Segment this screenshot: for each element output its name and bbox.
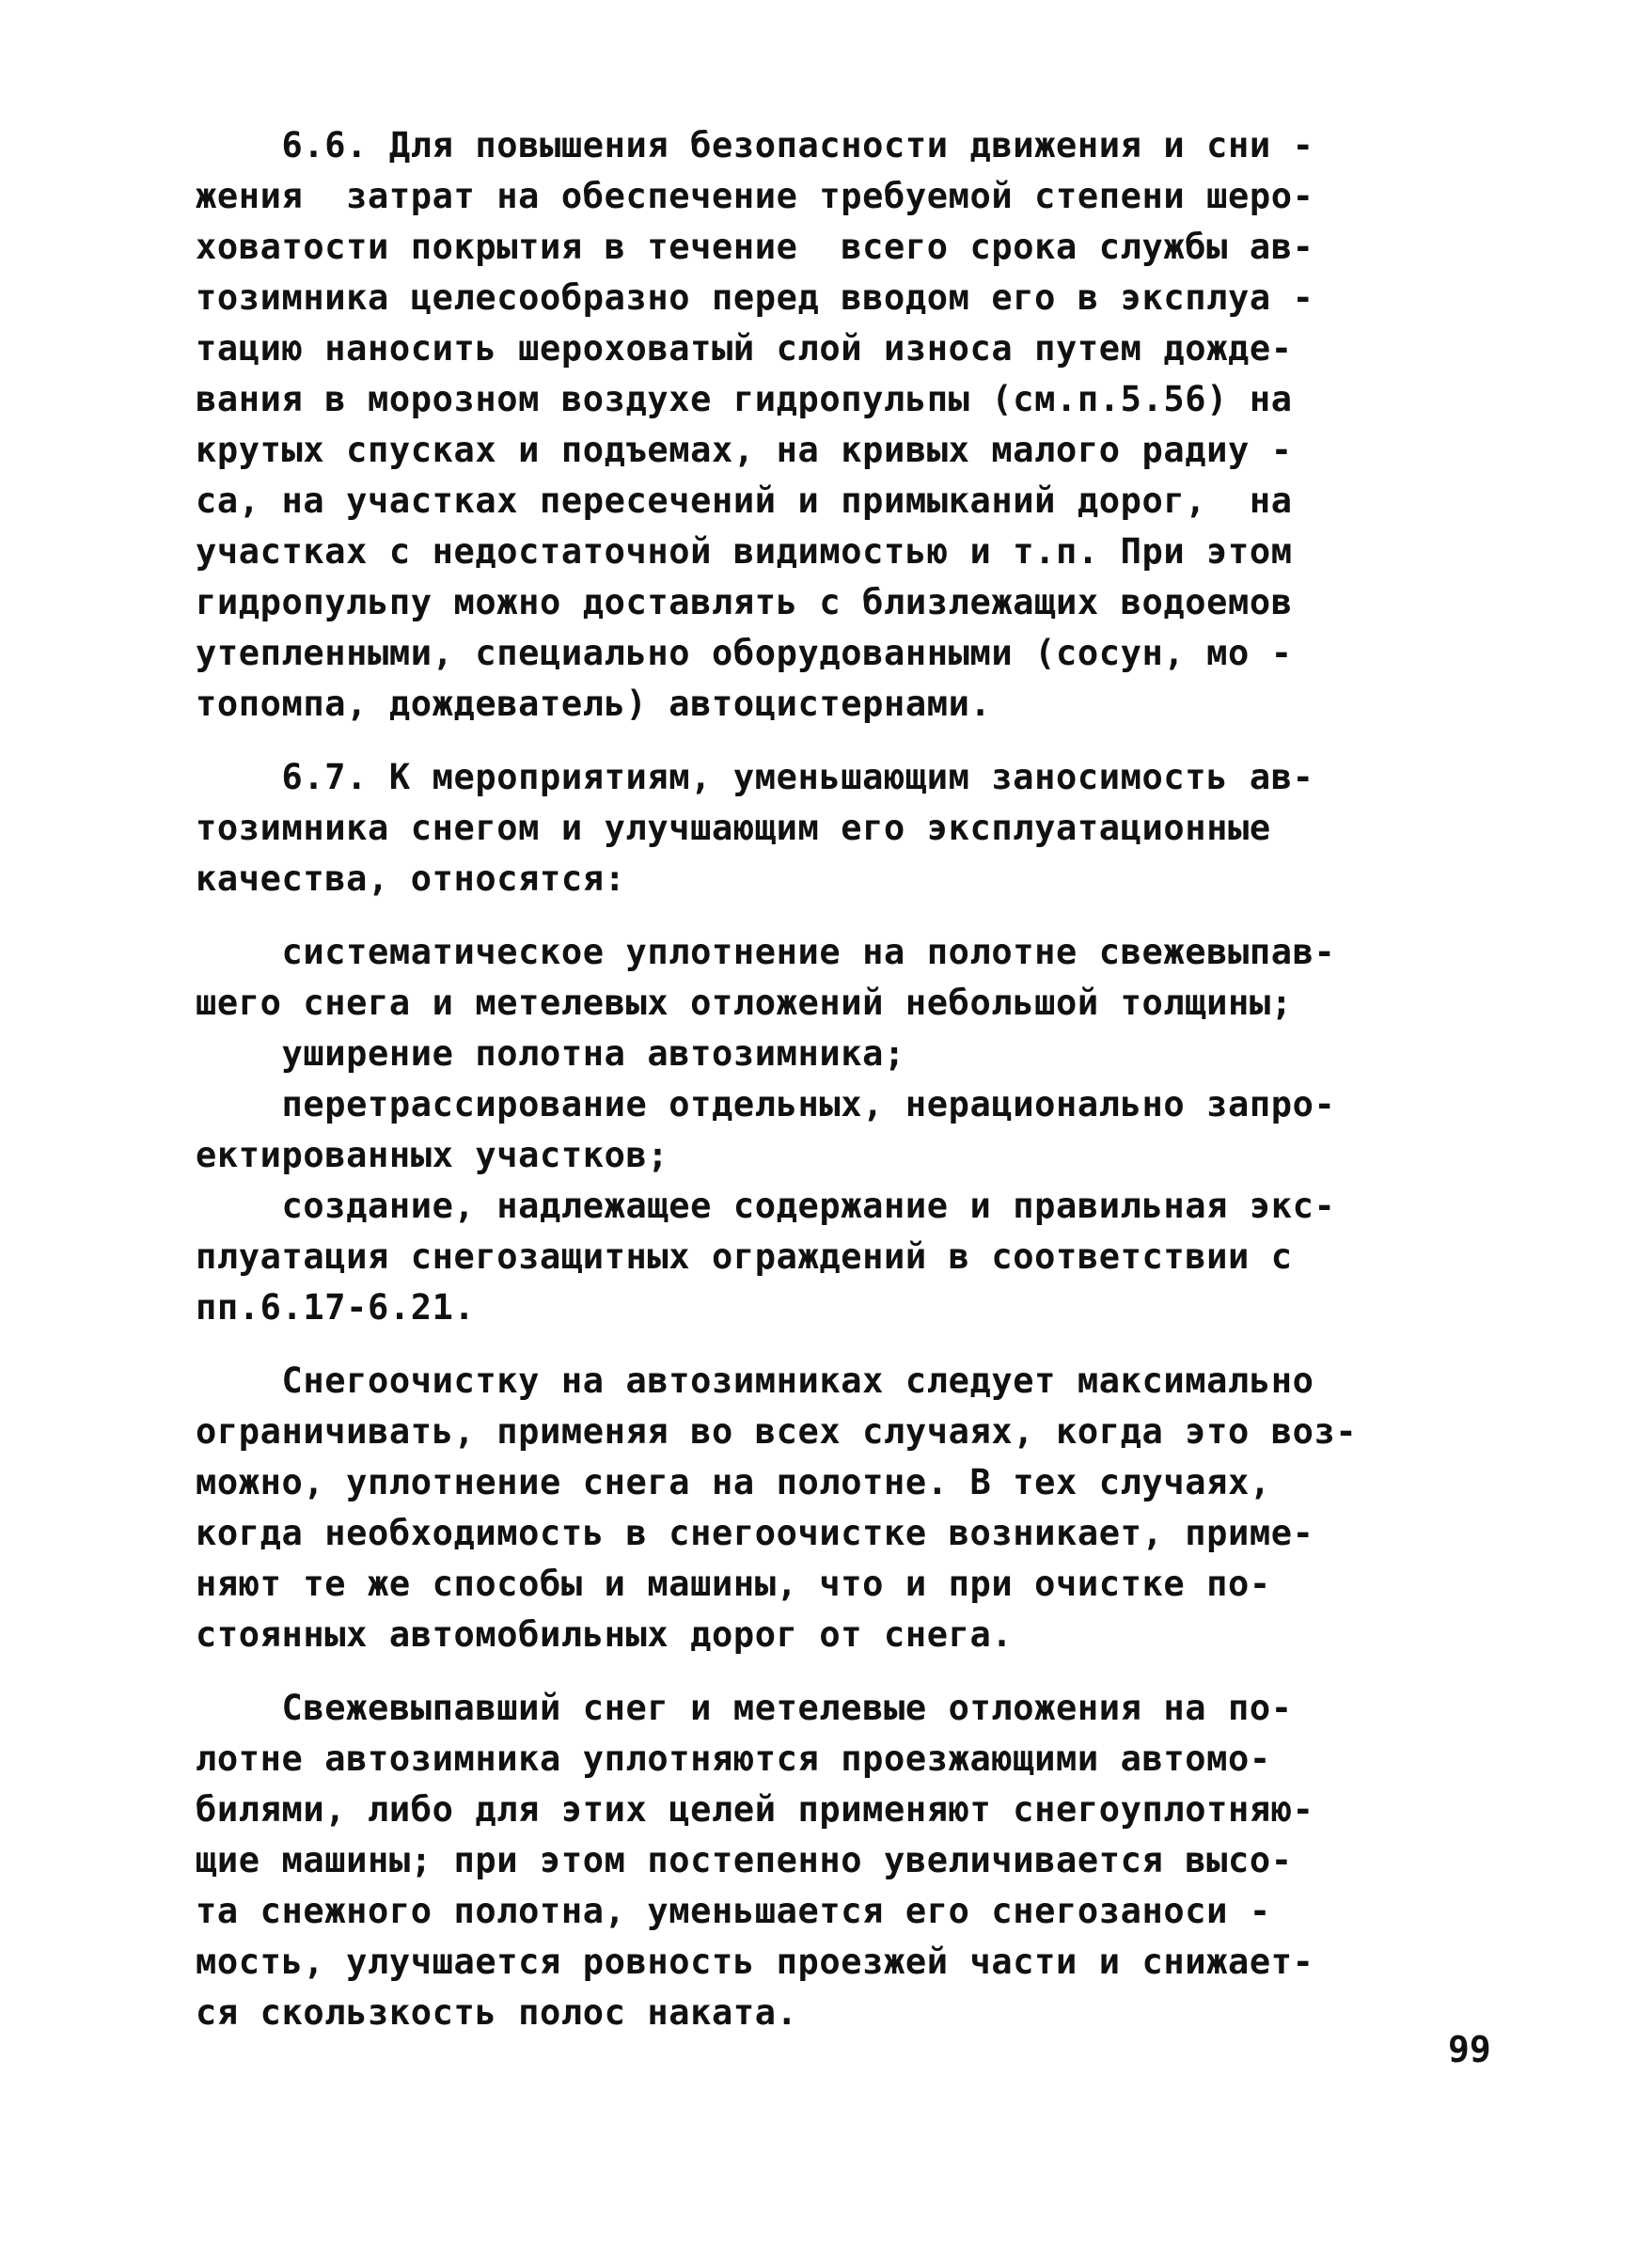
page-number: 99 (1448, 2029, 1491, 2070)
text-line: систематическое уплотнение на полотне свежевыпав- (196, 932, 1336, 972)
text-line: ограничивать, применяя во всех случаях, когда это воз- (196, 1411, 1358, 1452)
text-line: 6.7. К мероприятиям, уменьшающим заносимость ав- (196, 757, 1314, 797)
text-line: Снегоочистку на автозимниках следует максимально (196, 1360, 1314, 1401)
text-line: мость, улучшается ровность проезжей части и снижает- (196, 1942, 1314, 1982)
text-line: участках с недостаточной видимостью и т.п. При этом (196, 531, 1293, 572)
text-line: ектированных участков; (196, 1135, 669, 1175)
paragraph-gap (196, 1660, 1512, 1683)
text-line: утепленными, специально оборудованными (сосун, мо - (196, 633, 1293, 673)
text-line: няют те же способы и машины, что и при очистке по- (196, 1564, 1271, 1604)
text-line: са, на участках пересечений и примыканий дорог, на (196, 480, 1293, 521)
text-line: шего снега и метелевых отложений небольшой толщины; (196, 983, 1293, 1023)
text-line: лотне автозимника уплотняются проезжающими автомо- (196, 1738, 1271, 1779)
paragraph-gap (196, 904, 1512, 927)
text-line: стоянных автомобильных дорог от снега. (196, 1614, 1014, 1655)
text-line: тацию наносить шероховатый слой износа путем дожде- (196, 328, 1293, 369)
text-line: жения затрат на обеспечение требуемой степени шеро- (196, 176, 1314, 216)
text-line: та снежного полотна, уменьшается его снегозаноси - (196, 1891, 1271, 1931)
text-line: билями, либо для этих целей применяют снегоуплотняю- (196, 1789, 1314, 1830)
text-line: перетрассирование отдельных, нерационально запро- (196, 1084, 1336, 1124)
text-line: топомпа, дождеватель) автоцистернами. (196, 684, 992, 724)
body-text (196, 120, 1512, 2038)
text-line: 6.6. Для повышения безопасности движения и сни - (196, 125, 1314, 165)
text-line: тозимника снегом и улучшающим его эксплуатационные (196, 808, 1271, 848)
text-line: Свежевыпавший снег и метелевые отложения на по- (196, 1688, 1293, 1728)
text-line: когда необходимость в снегоочистке возникает, приме- (196, 1513, 1314, 1553)
text-line: ся скользкость полос наката. (196, 1992, 798, 2033)
text-line: вания в морозном воздухе гидропульпы (см.п.5.56) на (196, 379, 1293, 419)
text-line: создание, надлежащее содержание и правильная экс- (196, 1186, 1336, 1226)
text-line: качества, относятся: (196, 858, 626, 899)
text-line: щие машины; при этом постепенно увеличивается высо- (196, 1840, 1293, 1880)
text-line: можно, уплотнение снега на полотне. В тех случаях, (196, 1462, 1271, 1502)
text-line: уширение полотна автозимника; (196, 1033, 905, 1074)
text-line: гидропульпу можно доставлять с близлежащих водоемов (196, 582, 1293, 622)
paragraph-gap (196, 1333, 1512, 1356)
text-line: крутых спусках и подъемах, на кривых малого радиу - (196, 430, 1293, 470)
paragraph-gap (196, 730, 1512, 752)
text-line: ховатости покрытия в течение всего срока службы ав- (196, 227, 1314, 267)
text-line: тозимника целесообразно перед вводом его в эксплуа - (196, 277, 1314, 318)
text-line: пп.6.17-6.21. (196, 1287, 476, 1328)
text-line: плуатация снегозащитных ограждений в соответствии с (196, 1236, 1293, 1277)
